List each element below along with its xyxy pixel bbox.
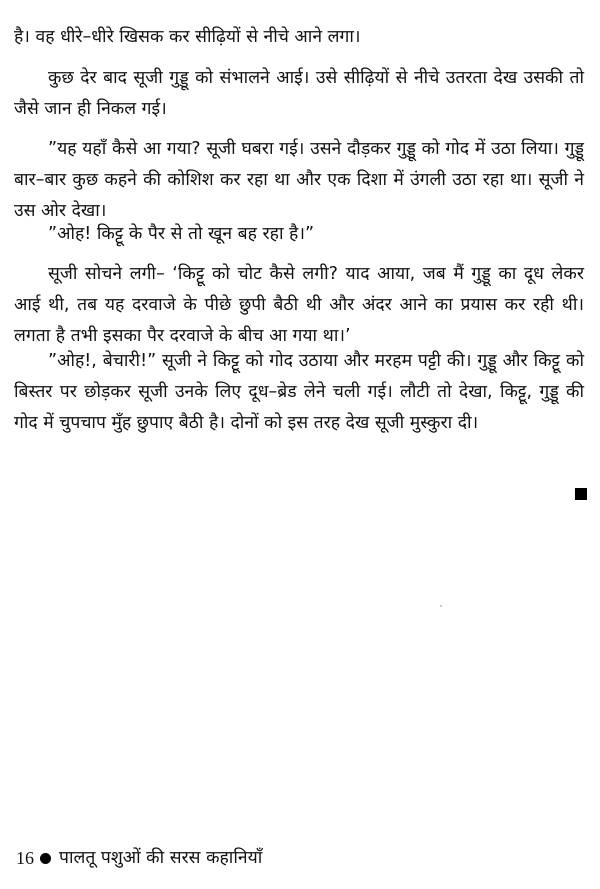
paragraph-4: ”ओह! किट्टू के पैर से तो खून बह रहा है।” — [48, 224, 315, 244]
page-number: 16 — [16, 848, 34, 868]
paragraph-1: है। वह धीरे–धीरे खिसक कर सीढ़ियों से नीचे आने लगा। — [14, 27, 361, 47]
bullet-dot-icon — [40, 853, 51, 864]
book-title: पालतू पशुओं की सरस कहानियाँ — [59, 848, 263, 868]
paragraph-5: सूजी सोचने लगी– ‘किट्टू को चोट कैसे लगी? याद आया, जब मैं गुड्डू का दूध लेकर आई थी, तब यह दरवाजे के पीछे छुपी बैठी थी और अंदर आने का प्रयास कर रही थी। लगता है तभी इसका पैर दरवाजे के बीच आ गया था।’ — [14, 264, 584, 346]
end-of-story-square-icon — [575, 488, 587, 500]
paragraph-2: कुछ देर बाद सूजी गुड्डू को संभालने आई। उसे सीढ़ियों से नीचे उतरता देख उसकी तो जैसे जान ही निकल गई। — [14, 68, 584, 119]
paragraph-6: ”ओह!, बेचारी!” सूजी ने किट्टू को गोद उठाया और मरहम पट्टी की। गुड्डू और किट्टू को बिस्तर पर छोड़कर सूजी उनके लिए दूध–ब्रेड लेने चली गई। लौटी तो देखा, किट्टू, गुड्डू की गोद में चुपचाप मुँह छुपाए बैठी है। दोनों को इस तरह देख सूजी मुस्कुरा दी। — [14, 351, 584, 433]
paper-speck — [440, 605, 442, 607]
paragraph-3: ”यह यहाँ कैसे आ गया? सूजी घबरा गई। उसने दौड़कर गुड्डू को गोद में उठा लिया। गुड्डू बार–बार कुछ कहने की कोशिश कर रहा था और एक दिशा में उंगली उठा रहा था। सूजी ने उस ओर देखा। — [14, 139, 584, 221]
page-footer — [16, 846, 262, 870]
